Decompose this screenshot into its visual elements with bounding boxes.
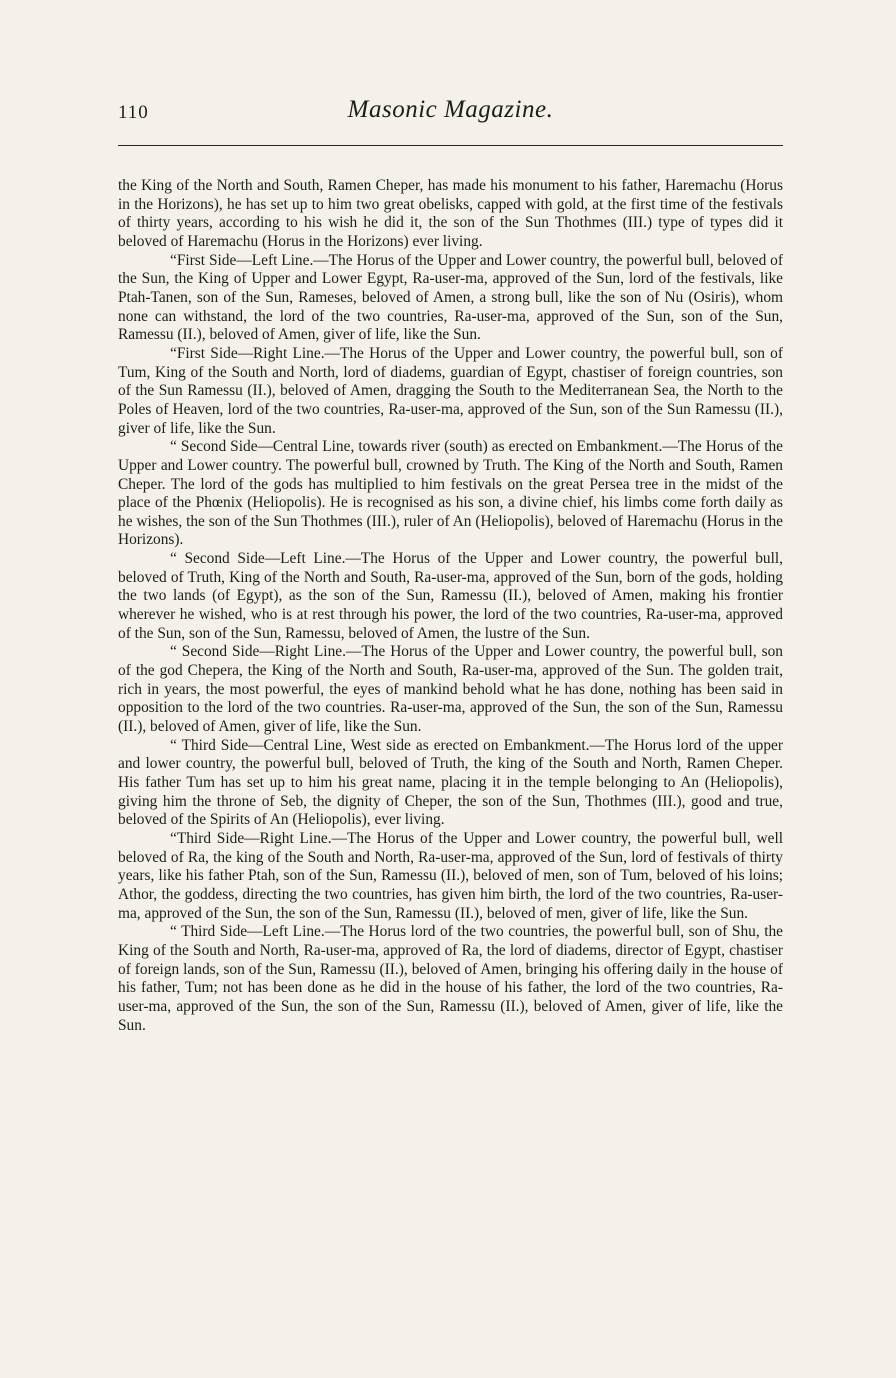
page-header (118, 96, 783, 128)
article-body (118, 177, 783, 1035)
paragraph-second-side-central-line: “ Second Side—Central Line, towards river (south) as erected on Embankment.—The Horus of the Upper and Lower country. The powerful bull, crowned by Truth. The King of the North and South, Ramen Cheper. The lord of the gods has multiplied to him festivals on the great Persea tree in the midst of the place of the Phœnix (Heliopolis). He is recognised as his son, a divine chief, his limbs come forth daily as he wishes, the son of the Sun Thothmes (III.), ruler of An (Heliopolis), beloved of Haremachu (Horus in the Horizons). (118, 438, 783, 549)
paragraph-first-side-right-line: “First Side—Right Line.—The Horus of the Upper and Lower country, the powerful bull, son of Tum, King of the South and North, lord of diadems, guardian of Egypt, chastiser of foreign countries, son of the Sun Ramessu (II.), beloved of Amen, dragging the South to the Mediterranean Sea, the North to the Poles of Heaven, lord of the two countries, Ra-user-ma, approved of the Sun, son of the Sun Ramessu (II.), giver of life, like the Sun. (118, 344, 783, 437)
page-number: 110 (118, 102, 149, 123)
paragraph-continuation: the King of the North and South, Ramen Cheper, has made his monument to his father, Haremachu (Horus in the Horizons), he has set up to him two great obelisks, capped with gold, at the first time of the festivals of thirty years, according to his wish he did it, the son of the Sun Thothmes (III.) type of types did it beloved of Haremachu (Horus in the Horizons) ever living. (118, 177, 783, 250)
paragraph-second-side-left-line: “ Second Side—Left Line.—The Horus of the Upper and Lower country, the powerful bull, beloved of Truth, King of the North and South, Ra-user-ma, approved of the Sun, born of the gods, holding the two lands (of Egypt), as the son of the Sun, Ramessu (II.), beloved of Amen, making his frontier wherever he wished, who is at rest through his power, the lord of the two countries, Ra-user-ma, approved of the Sun, son of the Sun, Ramessu, beloved of Amen, the lustre of the Sun. (118, 550, 783, 642)
paragraph-first-side-left-line: “First Side—Left Line.—The Horus of the Upper and Lower country, the powerful bull, beloved of the Sun, the King of Upper and Lower Egypt, Ra-user-ma, approved of the Sun, lord of the festivals, like Ptah-Tanen, son of the Sun, Rameses, beloved of Amen, a strong bull, like the son of Nu (Osiris), whom none can withstand, the lord of the two countries, Ra-user-ma, approved of the Sun, son of the Sun, Ramessu (II.), beloved of Amen, giver of life, like the Sun. (118, 251, 783, 344)
paragraph-third-side-left-line: “ Third Side—Left Line.—The Horus lord of the two countries, the powerful bull, son of Shu, the King of the South and North, Ra-user-ma, approved of Ra, the lord of diadems, director of Egypt, chastiser of foreign lands, son of the Sun, Ramessu (II.), beloved of Amen, bringing his offering daily in the house of his father, Tum; not has been done as he did in the house of his father, the lord of the two countries, Ra-user-ma, approved of the Sun, the son of the Sun, Ramessu (II.), beloved of Amen, giver of life, like the Sun. (118, 923, 783, 1034)
paragraph-third-side-right-line: “Third Side—Right Line.—The Horus of the Upper and Lower country, the powerful bull, well beloved of Ra, the king of the South and North, Ra-user-ma, approved of the Sun, lord of festivals of thirty years, like his father Ptah, son of the Sun, Ramessu (II.), beloved of men, son of Tum, beloved of his loins; Athor, the goddess, directing the two countries, has given him birth, the lord of the two countries, Ra-user-ma, approved of the Sun, the son of the Sun, Ramessu (II.), beloved of men, giver of life, like the Sun. (118, 829, 783, 922)
paragraph-second-side-right-line: “ Second Side—Right Line.—The Horus of the Upper and Lower country, the powerful bull, son of the god Chepera, the King of the North and South, Ra-user-ma, approved of the Sun. The golden trait, rich in years, the most powerful, the eyes of mankind behold what he has done, nothing has been said in opposition to the lord of the two countries. Ra-user-ma, approved of the Sun, the son of the Sun, Ramessu (II.), beloved of Amen, giver of life, like the Sun. (118, 643, 783, 736)
running-title: Masonic Magazine. (347, 96, 554, 123)
paragraph-third-side-central-line: “ Third Side—Central Line, West side as erected on Embankment.—The Horus lord of the upper and lower country, the powerful bull, beloved of Truth, the king of the South and North, Ramen Cheper. His father Tum has set up to him his great name, placing it in the temple belonging to An (Heliopolis), giving him the throne of Seb, the dignity of Cheper, the son of the Sun, Thothmes (III.), good and true, beloved of the Spirits of An (Heliopolis), ever living. (118, 736, 783, 829)
header-rule (118, 145, 783, 146)
